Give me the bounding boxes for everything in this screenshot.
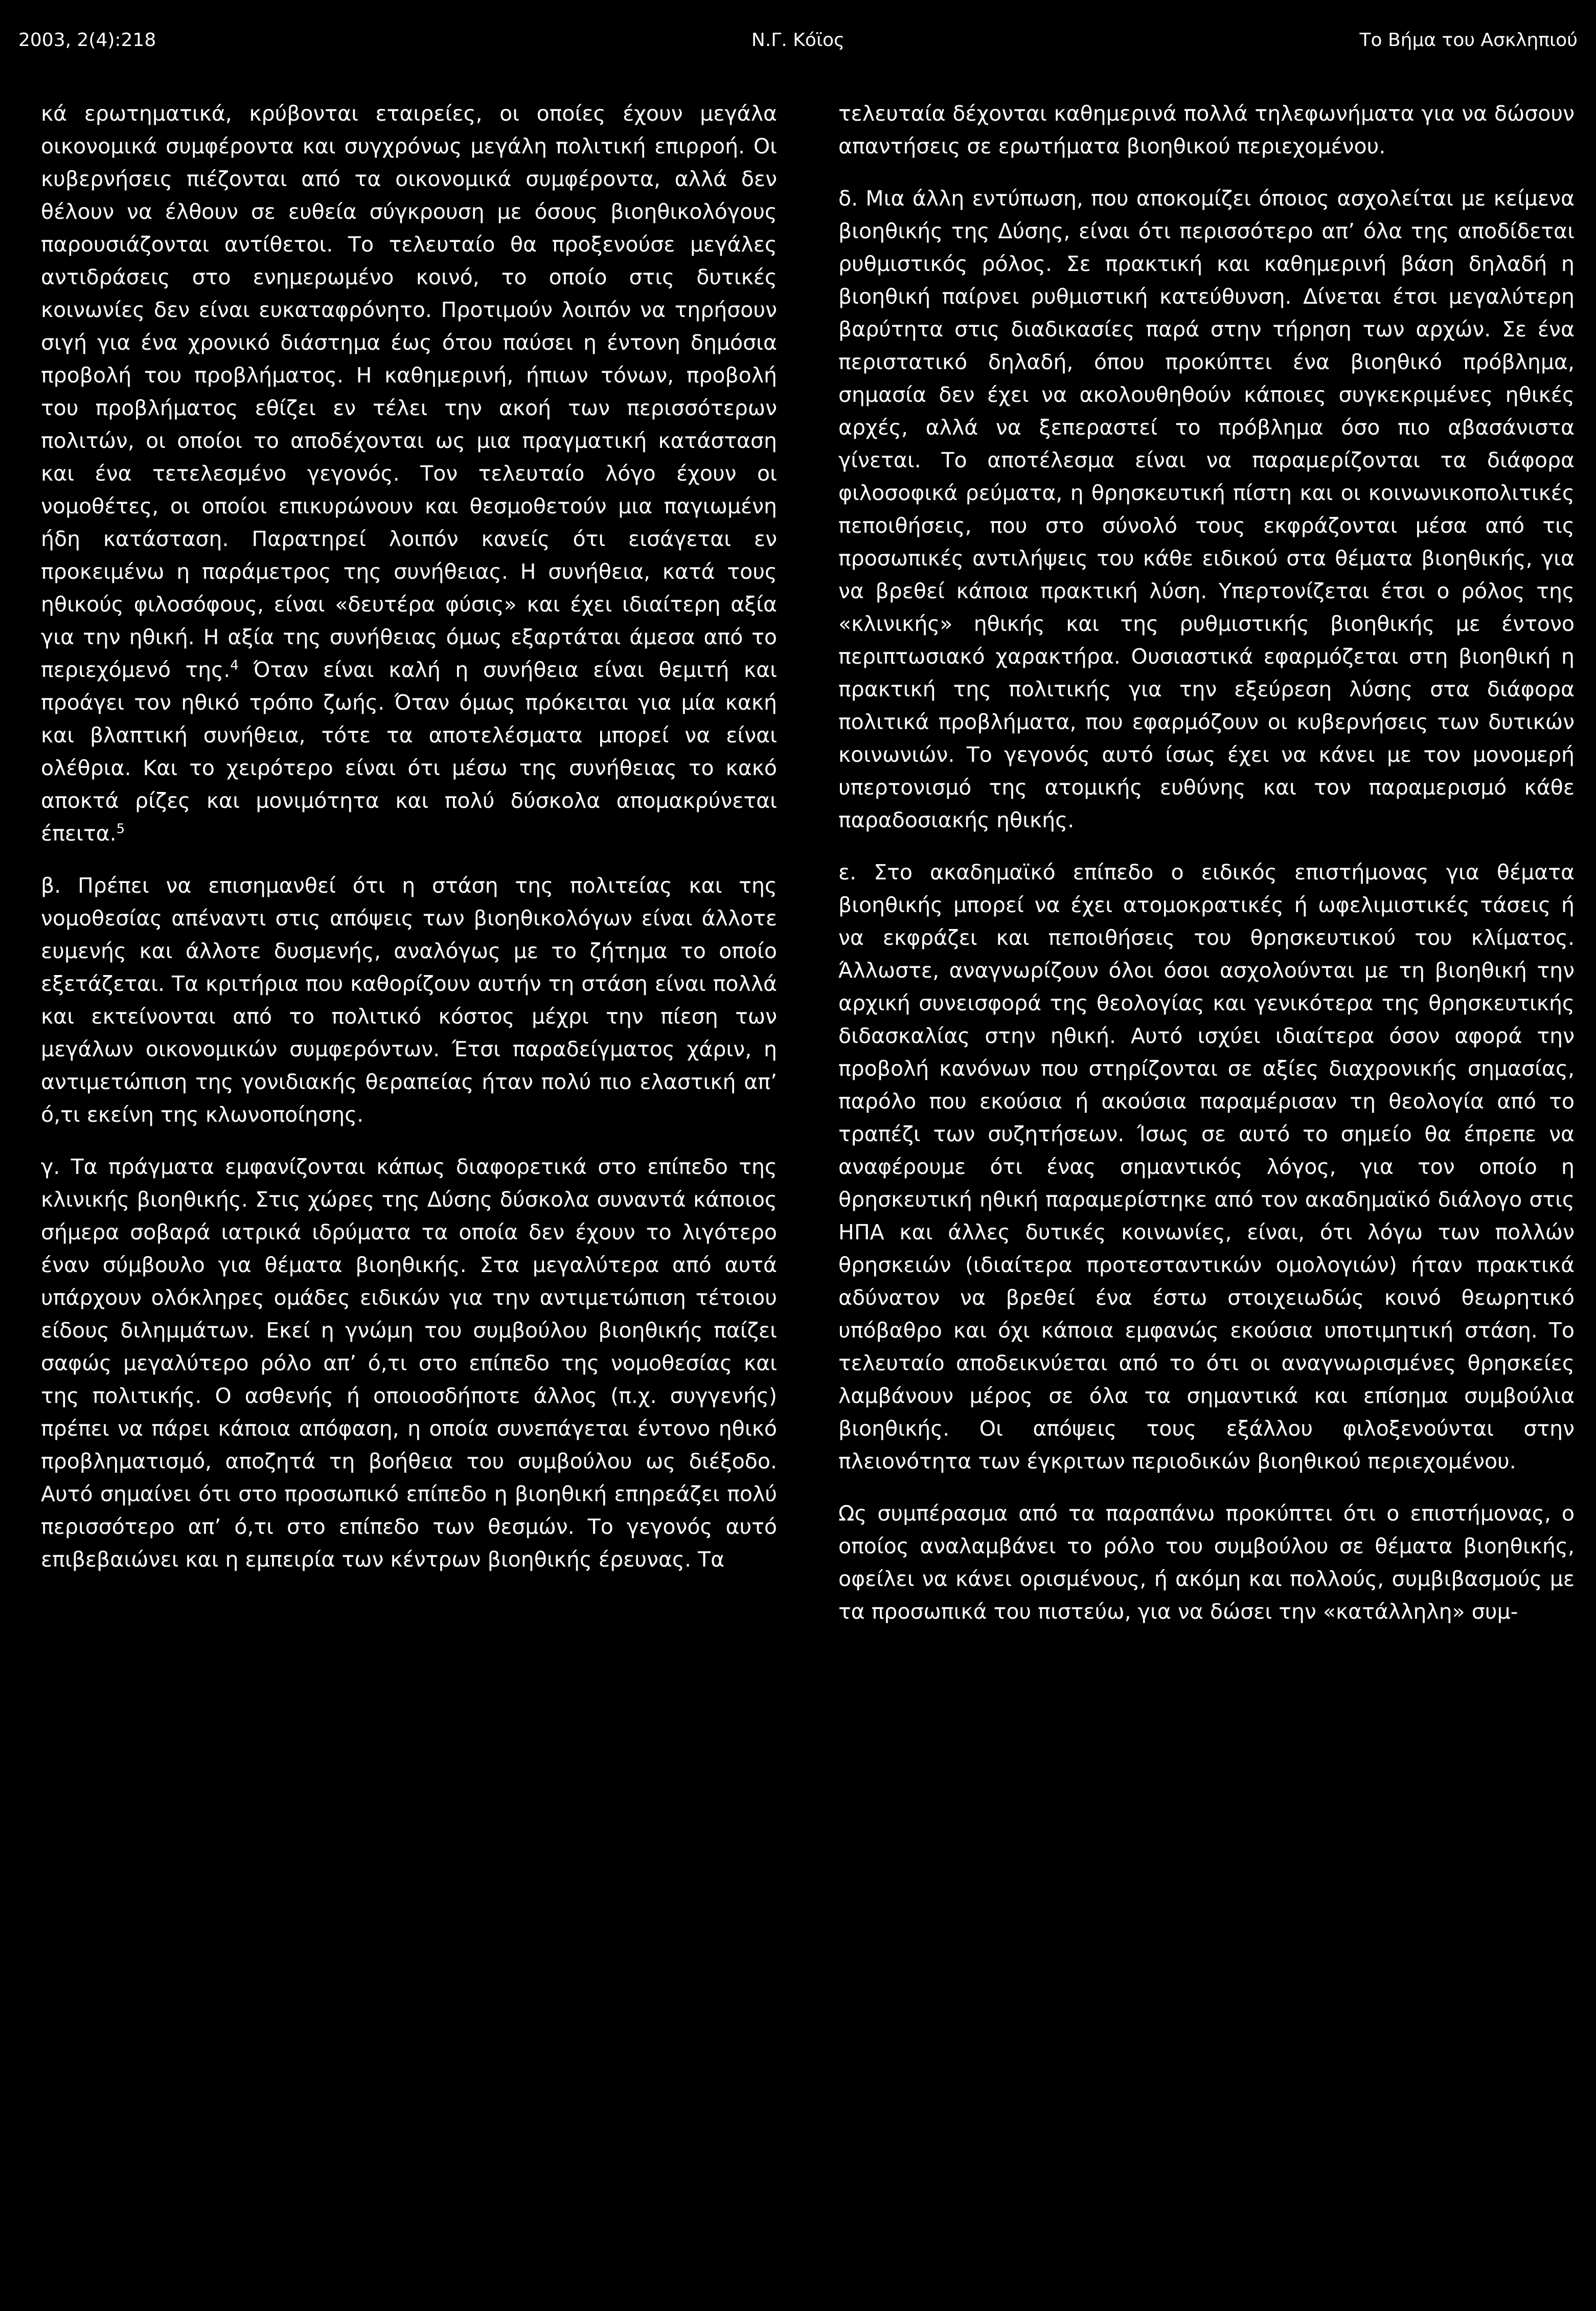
page-header bbox=[0, 20, 1596, 61]
paragraph-opening-text: κά ερωτηματικά, κρύβονται εταιρείες, οι οποίες έχουν μεγάλα οικονομικά συμφέροντα και συγχρόνως μεγάλη πολιτική επιρροή. Οι κυβερνήσεις πιέζονται από τα οικονομικά συμφέροντα, αλλά δεν θέλουν να έλθουν σε ευθεία σύγκρουση με όσους βιοηθικολόγους παρουσιάζονται αντίθετοι. Το τελευταίο θα προξενούσε μεγάλες αντιδράσεις στο ενημερωμένο κοινό, το οποίο στις δυτικές κοινωνίες δεν είναι ευκαταφρόνητο. Προτιμούν λοιπόν να τηρήσουν σιγή για ένα χρονικό διάστημα έως ότου παύσει η έντονη δημόσια προβολή του προβλήματος. Η καθημερινή, ήπιων τόνων, προβολή του προβλήματος εθίζει εν τέλει την ακοή των περισσότερων πολιτών, οι οποίοι το αποδέχονται ως μια πραγματική κατάσταση και ένα τετελεσμένο γεγονός. Τον τελευταίο λόγο έχουν οι νομοθέτες, οι οποίοι επικυρώνουν και θεσμοθετούν μια παγιωμένη ήδη κατάσταση. Παρατηρεί λοιπόν κανείς ότι εισάγεται εν προκειμένω η παράμετρος της συνήθειας. Η συνήθεια, κατά τους ηθικούς φιλοσόφους, είναι «δευτέρα φύσις» και έχει ιδιαίτερη αξία για την ηθική. Η αξία της συνήθειας όμως εξαρτάται άμεσα από το περιεχόμενό της. bbox=[41, 101, 777, 682]
paragraph-gamma: γ. Τα πράγματα εμφανίζονται κάπως διαφορετικά στο επίπεδο της κλινικής βιοηθικής. Στις χώρες της Δύσης δύσκολα συναντά κάποιος σήμερα σοβαρά ιατρικά ιδρύματα τα οποία δεν έχουν το λιγότερο έναν σύμβουλο για θέματα βιοηθικής. Στα μεγαλύτερα από αυτά υπάρχουν ολόκληρες ομάδες ειδικών για την αντιμετώπιση τέτοιου είδους διλημμάτων. Εκεί η γνώμη του συμβούλου βιοηθικής παίζει σαφώς μεγαλύτερο ρόλο απ’ ό,τι στο επίπεδο της νομοθεσίας και της πολιτικής. Ο ασθενής ή οποιοσδήποτε άλλος (π.χ. συγγενής) πρέπει να πάρει κάποια απόφαση, η οποία συνεπάγεται έντονο ηθικό προβληματισμό, αποζητά τη βοήθεια του συμβούλου ως διέξοδο. Αυτό σημαίνει ότι στο προσωπικό επίπεδο η βιοηθική επηρεάζει πολύ περισσότερο απ’ ό,τι στο επίπεδο των θεσμών. Το γεγονός αυτό επιβεβαιώνει και η εμπειρία των κέντρων βιοηθικής έρευνας. Τα bbox=[41, 1154, 777, 1572]
right-column bbox=[838, 97, 1575, 2296]
paragraph-beta: β. Πρέπει να επισημανθεί ότι η στάση της πολιτείας και της νομοθεσίας απέναντι στις απόψεις των βιοηθικολόγων είναι άλλοτε ευμενής και άλλοτε δυσμενής, αναλόγως με το ζήτημα το οποίο εξετάζεται. Τα κριτήρια που καθορίζουν αυτήν τη στάση είναι πολλά και εκτείνονται από το πολιτικό κόστος μέχρι την πίεση των μεγάλων οικονομικών συμφερόντων. Έτσι παραδείγματος χάριν, η αντιμετώπιση της γονιδιακής θεραπείας ήταν πολύ πιο ελαστική απ’ ό,τι εκείνη της κλωνοποίησης. bbox=[41, 873, 777, 1127]
paragraph-continuation: τελευταία δέχονται καθημερινά πολλά τηλεφωνήματα για να δώσουν απαντήσεις σε ερωτήματα βιοηθικού περιεχομένου. bbox=[838, 101, 1575, 158]
left-column bbox=[41, 97, 777, 2296]
paragraph-opening-text-cont: Όταν είναι καλή η συνήθεια είναι θεμιτή και προάγει τον ηθικό τρόπο ζωής. Όταν όμως πρόκειται για μία κακή και βλαπτική συνήθεια, τότε τα αποτελέσματα μπορεί να είναι ολέθρια. Και το χειρότερο είναι ότι μέσω της συνήθειας το κακό αποκτά ρίζες και μονιμότητα και πολύ δύσκολα απομακρύνεται έπειτα. bbox=[41, 658, 777, 846]
journal-title: Το Βήμα του Ασκληπιού bbox=[1359, 30, 1578, 51]
author-name: Ν.Γ. Κόϊος bbox=[751, 30, 845, 51]
footnote-ref-4: 4 bbox=[230, 658, 239, 673]
paragraph-opening bbox=[41, 97, 777, 850]
journal-issue: 2003, 2(4):218 bbox=[18, 30, 156, 51]
footnote-ref-5: 5 bbox=[116, 821, 125, 837]
paragraph-conclusion: Ως συμπέρασμα από τα παραπάνω προκύπτει ότι ο επιστήμονας, ο οποίος αναλαμβάνει το ρόλο του συμβούλου σε θέματα βιοηθικής, οφείλει να κάνει ορισμένους, ή ακόμη και πολλούς, συμβιβασμούς με τα προσωπικά του πιστεύω, για να δώσει την «κατάλληλη» συμ- bbox=[838, 1501, 1575, 1624]
paragraph-delta: δ. Μια άλλη εντύπωση, που αποκομίζει όποιος ασχολείται με κείμενα βιοηθικής της Δύσης, είναι ότι περισσότερο απ’ όλα της αποδίδεται ρυθμιστικός ρόλος. Σε πρακτική και καθημερινή βάση δηλαδή η βιοηθική παίρνει ρυθμιστική κατεύθυνση. Δίνεται έτσι μεγαλύτερη βαρύτητα στις διαδικασίες παρά στην τήρηση των αρχών. Σε ένα περιστατικό δηλαδή, όπου προκύπτει ένα βιοηθικό πρόβλημα, σημασία δεν έχει να ακολουθηθούν κάποιες συγκεκριμένες ηθικές αρχές, αλλά να ξεπεραστεί το πρόβλημα όσο πιο αβασάνιστα γίνεται. Το αποτέλεσμα είναι να παραμερίζονται τα διάφορα φιλοσοφικά ρεύματα, η θρησκευτική πίστη και οι κοινωνικοπολιτικές πεποιθήσεις, που στο σύνολό τους εκφράζονται μέσα από τις προσωπικές αντιλήψεις του κάθε ειδικού στα θέματα βιοηθικής, για να βρεθεί κάποια πρακτική λύση. Υπερτονίζεται έτσι ο ρόλος της «κλινικής» ηθικής και της ρυθμιστικής βιοηθικής με έντονο περιπτωσιακό χαρακτήρα. Ουσιαστικά εφαρμόζεται στη βιοηθική η πρακτική της πολιτικής για την εξεύρεση λύσης στα διάφορα πολιτικά προβλήματα, που εφαρμόζουν οι κυβερνήσεις των δυτικών κοινωνιών. Το γεγονός αυτό ίσως έχει να κάνει με τον μονομερή υπερτονισμό της ατομικής ευθύνης και τον παραμερισμό κάθε παραδοσιακής ηθικής. bbox=[838, 186, 1575, 832]
paragraph-epsilon: ε. Στο ακαδημαϊκό επίπεδο ο ειδικός επιστήμονας για θέματα βιοηθικής μπορεί να έχει ατομοκρατικές ή ωφελιμιστικές τάσεις ή να εκφράζει και πεποιθήσεις του θρησκευτικού του κλίματος. Άλλωστε, αναγνωρίζουν όλοι όσοι ασχολούνται με τη βιοηθική την αρχική συνεισφορά της θεολογίας και γενικότερα της θρησκευτικής διδασκαλίας στην ηθική. Αυτό ισχύει ιδιαίτερα όσον αφορά την προβολή κανόνων που στηρίζονται σε αξίες διαχρονικής σημασίας, παρόλο που εκούσια ή ακούσια παραμέρισαν τη θεολογία από το τραπέζι των συζητήσεων. Ίσως σε αυτό το σημείο θα έπρεπε να αναφέρουμε ότι ένας σημαντικός λόγος, για τον οποίο η θρησκευτική ηθική παραμερίστηκε από τον ακαδημαϊκό διάλογο στις ΗΠΑ και άλλες δυτικές κοινωνίες, είναι, ότι λόγω των πολλών θρησκειών (ιδιαίτερα προτεσταντικών ομολογιών) ήταν πρακτικά αδύνατον να βρεθεί ένα έστω στοιχειωδώς κοινό θεωρητικό υπόβαθρο και όχι κάποια εμφανώς εκούσια υποτιμητική στάση. Το τελευταίο αποδεικνύεται από το ότι οι αναγνωρισμένες θρησκείες λαμβάνουν μέρος σε όλα τα σημαντικά και επίσημα συμβούλια βιοηθικής. Οι απόψεις τους εξάλλου φιλοξενούνται στην πλειονότητα των έγκριτων περιοδικών βιοηθικού περιεχομένου. bbox=[838, 860, 1575, 1474]
